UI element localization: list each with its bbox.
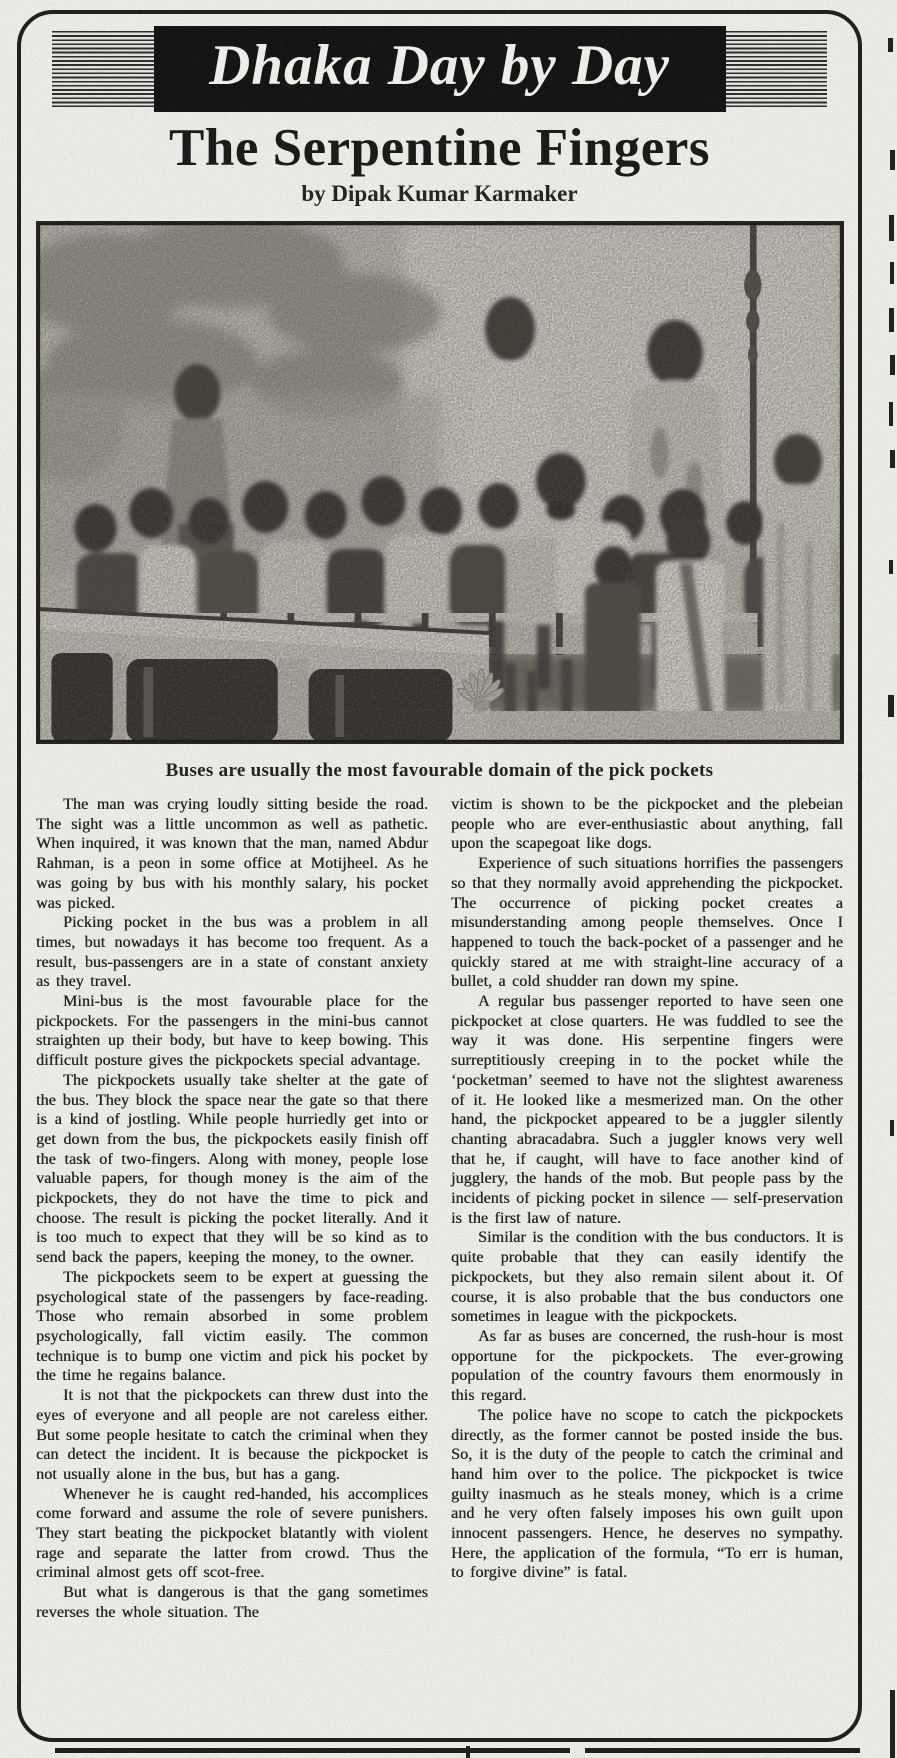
scan-artifact	[55, 1748, 570, 1753]
paragraph: Mini-bus is the most favourable place for the pickpockets. For the passengers in the mini-bus cannot straighten up their body, but have to keep bowing. This difficult posture gives the pickpockets special advantage.	[36, 993, 428, 1070]
paragraph: The pickpockets usually take shelter at the gate of the bus. They block the space near the gate so that there is a kind of jostling. While people hurriedly get into or get down from the bus, the pickpockets easily finish off the task of two-fingers. Along with money, people lose valuable papers, for though money is the aim of the pickpockets, they do not have the time to pick and choose. The result is picking the pocket literally. And it is too much to expect that they will be so kind as to send back the papers, keeping the money, to the owner.	[36, 1071, 428, 1267]
scan-artifact	[890, 450, 895, 468]
masthead-title: Dhaka Day by Day	[209, 33, 670, 97]
scan-artifact	[585, 1748, 860, 1753]
scan-artifact	[889, 560, 893, 574]
scan-artifact	[890, 262, 894, 284]
masthead-stripes-right	[726, 31, 828, 107]
scan-artifact	[890, 1690, 895, 1758]
masthead	[52, 26, 827, 112]
scan-artifact	[889, 308, 894, 332]
scan-artifact	[890, 355, 895, 375]
left-column	[36, 795, 428, 1623]
scan-artifact	[888, 695, 894, 717]
paragraph: victim is shown to be the pickpocket and the plebeian people who are ever-enthusiastic about anything, fall upon the scapegoat like dogs.	[451, 796, 843, 853]
paragraph: The police have no scope to catch the pickpockets directly, as the former cannot be posted inside the bus. So, it is the duty of the people to catch the criminal and hand him over to the police. The pickpocket is twice guilty inasmuch as he steals money, which is a crime and he very often falsely imposes his own guilt upon innocent passengers. Hence, he deserves no sympathy. Here, the application of the formula, “To err is human, to forgive divine” is fatal.	[451, 1406, 843, 1582]
byline: by Dipak Kumar Karmaker	[301, 181, 578, 206]
paragraph: Experience of such situations horrifies the passengers so that they normally avoid apprehending the pickpocket. The occurrence of picking pocket creates a misunderstanding among people themselves. Once I happened to touch the back-pocket of a passenger and he quickly stared at me with straight-line accuracy of a bullet, a cold shudder ran down my spine.	[451, 855, 843, 991]
article-body	[36, 795, 843, 1623]
bus-roof-crowd-illustration	[38, 223, 842, 742]
paragraph: The pickpockets seem to be expert at guessing the psychological state of the passengers by face-reading. Those who remain absorbed in some problem psychologically, fall victim easily. The common technique is to bump one victim and pick his pocket by the time he regains balance.	[36, 1268, 428, 1385]
headline: The Serpentine Fingers	[169, 119, 710, 177]
paragraph: Picking pocket in the bus was a problem in all times, but nowadays it has become too frequent. As a result, bus-passengers are in a state of constant anxiety as they travel.	[36, 914, 428, 991]
paragraph: As far as buses are concerned, the rush-hour is most opportune for the pickpockets. The ever-growing population of the country favours them enormously in this regard.	[451, 1327, 843, 1405]
scan-artifact	[889, 215, 894, 241]
paragraph: The man was crying loudly sitting beside the road. The sight was a little uncommon as well as pathetic. When inquired, it was known that the man, named Abdur Rahman, is a peon in some office at Motijheel. As he was going by bus with his monthly salary, his pocket was picked.	[36, 796, 428, 912]
paragraph: It is not that the pickpockets can threw dust into the eyes of everyone and all people are not careless either. But some people hesitate to catch the criminal when they can detect the incident. It is because the pickpocket is not usually alone in the bus, but has a gang.	[36, 1387, 428, 1483]
masthead-banner	[154, 26, 726, 112]
scan-artifact	[890, 1120, 894, 1136]
photo-caption: Buses are usually the most favourable domain of the pick pockets	[165, 760, 714, 781]
paragraph: A regular bus passenger reported to have seen one pickpocket at close quarters. He was fuddled to see the way it was done. His serpentine fingers were surreptitiously creeping in to the pocket while the ‘pocketman’ seemed to have not the slightest awareness of it. He looked like a mesmerized man. On the other hand, the pickpocket appeared to be a juggler silently chanting abracadabra. Such a juggler knows very well that he, if caught, will have to face another kind of jugglery, the hands of the mob. But people pass by the incidents of picking pocket in silence — self-preservation is the first law of nature.	[451, 993, 843, 1227]
paragraph: Whenever he is caught red-handed, his accomplices come forward and assume the role of severe punishers. They start beating the pickpocket blatantly with violent rage and separate the latter from crowd. Thus the criminal almost gets off scot-free.	[36, 1485, 428, 1582]
masthead-stripes-left	[52, 31, 154, 107]
scan-artifact	[888, 38, 893, 52]
scan-artifact	[889, 402, 893, 426]
scan-artifact	[890, 150, 895, 170]
scan-artifact	[466, 1746, 470, 1758]
paragraph: Similar is the condition with the bus conductors. It is quite probable that they can easily identify the pickpockets, but they also remain silent about it. Of course, it is also probable that the bus conductors one sometimes in league with the pickpockets.	[451, 1229, 843, 1326]
article-frame	[17, 10, 862, 1742]
paragraph: But what is dangerous is that the gang sometimes reverses the whole situation. The	[36, 1584, 428, 1621]
article-photo	[36, 221, 844, 744]
right-column	[451, 795, 843, 1623]
